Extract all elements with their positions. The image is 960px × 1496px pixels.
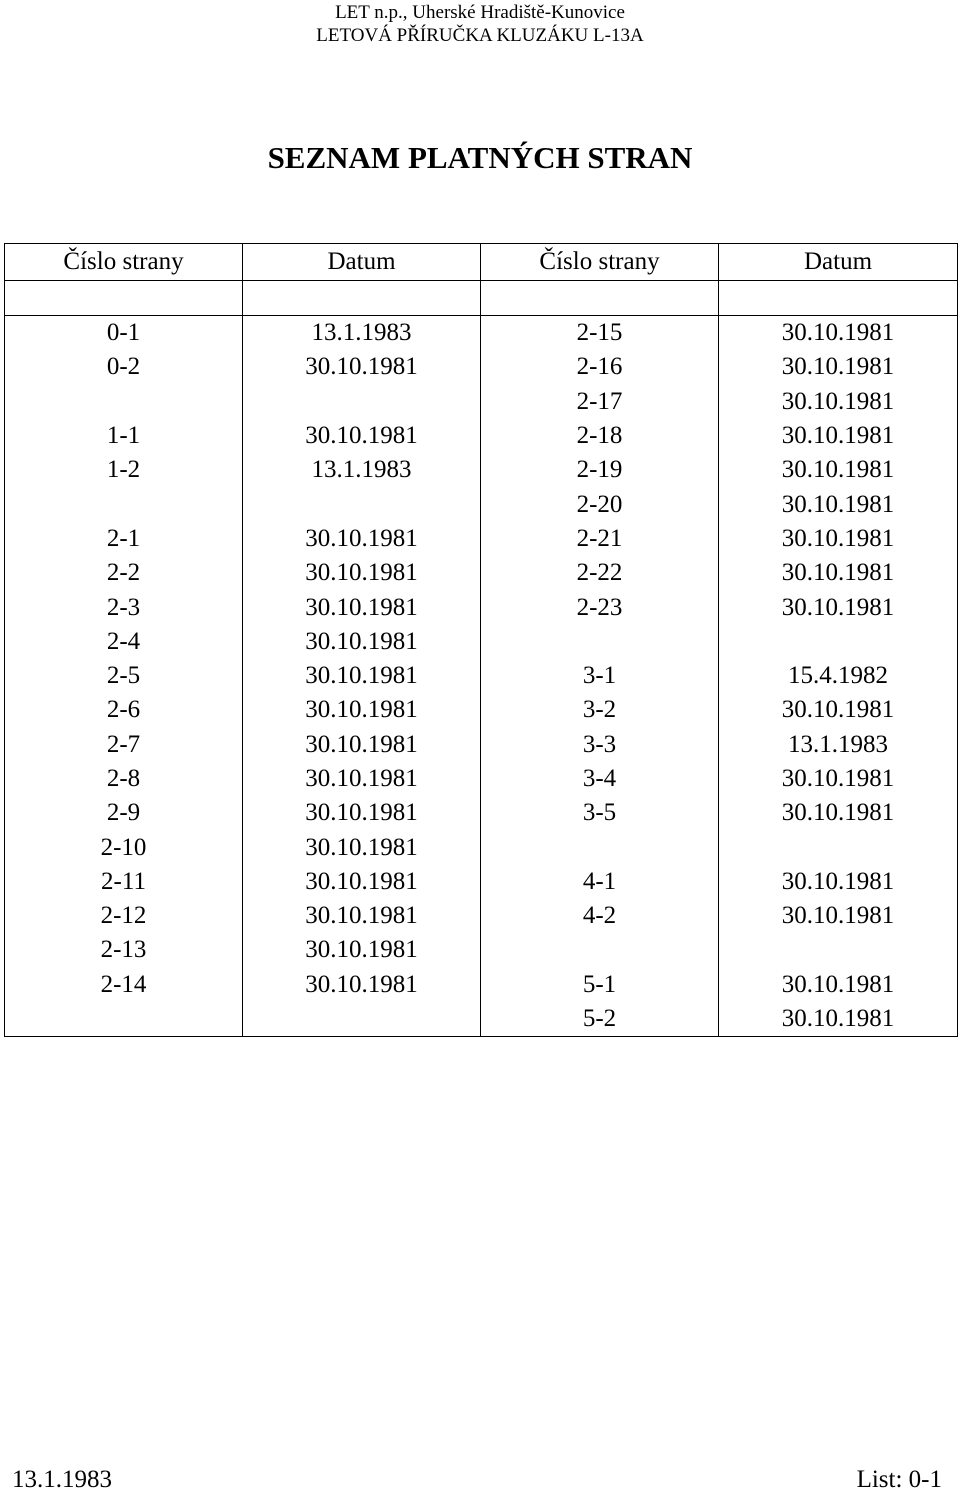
cell-page-number: 5-2 <box>481 1002 719 1037</box>
cell-date: 30.10.1981 <box>719 385 958 419</box>
table-body <box>5 316 958 1037</box>
table-row <box>5 625 958 659</box>
cell-date: 30.10.1981 <box>243 693 481 727</box>
cell-date: 30.10.1981 <box>243 796 481 830</box>
table-row <box>5 899 958 933</box>
cell-date: 30.10.1981 <box>243 762 481 796</box>
spacer-cell <box>481 281 719 316</box>
cell-page-number: 1-2 <box>5 453 243 487</box>
cell-date: 30.10.1981 <box>719 1002 958 1037</box>
cell-date: 30.10.1981 <box>719 693 958 727</box>
table-row <box>5 385 958 419</box>
cell-page-number: 2-13 <box>5 933 243 967</box>
cell-date: 30.10.1981 <box>719 453 958 487</box>
cell-page-number: 2-20 <box>481 487 719 521</box>
table-row <box>5 316 958 351</box>
cell-date: 13.1.1983 <box>243 316 481 351</box>
cell-page-number: 4-2 <box>481 899 719 933</box>
cell-date: 30.10.1981 <box>243 968 481 1002</box>
table-row <box>5 762 958 796</box>
cell-date: 30.10.1981 <box>243 522 481 556</box>
table-row <box>5 453 958 487</box>
cell-date <box>243 487 481 521</box>
cell-page-number <box>5 385 243 419</box>
cell-page-number <box>481 830 719 864</box>
table-row <box>5 865 958 899</box>
cell-date: 30.10.1981 <box>243 899 481 933</box>
cell-page-number: 2-2 <box>5 556 243 590</box>
cell-page-number: 2-4 <box>5 625 243 659</box>
cell-date <box>243 385 481 419</box>
cell-date: 30.10.1981 <box>719 865 958 899</box>
cell-date: 15.4.1982 <box>719 659 958 693</box>
cell-date: 30.10.1981 <box>243 933 481 967</box>
column-header-page-number: Číslo strany <box>5 244 243 281</box>
table-row <box>5 830 958 864</box>
cell-page-number: 3-4 <box>481 762 719 796</box>
table-row <box>5 796 958 830</box>
cell-date: 30.10.1981 <box>243 659 481 693</box>
cell-date: 30.10.1981 <box>719 316 958 351</box>
page-title: SEZNAM PLATNÝCH STRAN <box>267 140 693 175</box>
cell-page-number: 2-8 <box>5 762 243 796</box>
cell-page-number: 2-19 <box>481 453 719 487</box>
valid-pages-table <box>4 243 958 1037</box>
cell-page-number: 2-22 <box>481 556 719 590</box>
cell-date <box>719 933 958 967</box>
cell-date <box>719 830 958 864</box>
cell-date: 30.10.1981 <box>243 419 481 453</box>
table-row <box>5 487 958 521</box>
cell-date: 30.10.1981 <box>719 899 958 933</box>
table-row <box>5 693 958 727</box>
cell-page-number: 4-1 <box>481 865 719 899</box>
cell-page-number: 3-5 <box>481 796 719 830</box>
cell-page-number: 2-5 <box>5 659 243 693</box>
cell-page-number: 2-17 <box>481 385 719 419</box>
cell-date: 30.10.1981 <box>243 865 481 899</box>
cell-page-number: 2-7 <box>5 728 243 762</box>
header-company: LET n.p., Uherské Hradiště-Kunovice <box>335 2 625 23</box>
footer-date: 13.1.1983 <box>12 1466 112 1493</box>
cell-date: 30.10.1981 <box>719 556 958 590</box>
cell-page-number: 2-18 <box>481 419 719 453</box>
table-row <box>5 1002 958 1037</box>
cell-page-number: 2-10 <box>5 830 243 864</box>
spacer-cell <box>5 281 243 316</box>
cell-date: 30.10.1981 <box>719 522 958 556</box>
table-row <box>5 522 958 556</box>
cell-page-number <box>5 487 243 521</box>
table-row <box>5 968 958 1002</box>
cell-date: 30.10.1981 <box>243 350 481 384</box>
cell-page-number: 2-11 <box>5 865 243 899</box>
cell-page-number: 2-21 <box>481 522 719 556</box>
cell-date: 30.10.1981 <box>243 625 481 659</box>
cell-date: 30.10.1981 <box>243 830 481 864</box>
table-spacer-row <box>5 281 958 316</box>
table-row <box>5 933 958 967</box>
cell-page-number: 2-6 <box>5 693 243 727</box>
cell-page-number: 2-14 <box>5 968 243 1002</box>
column-header-date: Datum <box>243 244 481 281</box>
cell-date: 30.10.1981 <box>719 762 958 796</box>
cell-page-number: 1-1 <box>5 419 243 453</box>
cell-date: 13.1.1983 <box>243 453 481 487</box>
cell-date: 13.1.1983 <box>719 728 958 762</box>
cell-page-number: 2-15 <box>481 316 719 351</box>
cell-date: 30.10.1981 <box>719 487 958 521</box>
cell-page-number: 2-12 <box>5 899 243 933</box>
cell-date: 30.10.1981 <box>719 419 958 453</box>
cell-date: 30.10.1981 <box>719 968 958 1002</box>
cell-date: 30.10.1981 <box>719 350 958 384</box>
cell-date: 30.10.1981 <box>243 728 481 762</box>
cell-page-number: 2-9 <box>5 796 243 830</box>
cell-page-number: 2-16 <box>481 350 719 384</box>
table-row <box>5 728 958 762</box>
table-row <box>5 350 958 384</box>
cell-date: 30.10.1981 <box>719 796 958 830</box>
column-header-date: Datum <box>719 244 958 281</box>
cell-page-number: 3-3 <box>481 728 719 762</box>
cell-date: 30.10.1981 <box>243 590 481 624</box>
table-row <box>5 419 958 453</box>
table-row <box>5 659 958 693</box>
cell-page-number: 0-2 <box>5 350 243 384</box>
cell-date <box>719 625 958 659</box>
column-header-page-number: Číslo strany <box>481 244 719 281</box>
spacer-cell <box>243 281 481 316</box>
cell-date <box>243 1002 481 1037</box>
cell-page-number: 2-1 <box>5 522 243 556</box>
footer-list-number: List: 0-1 <box>856 1466 942 1493</box>
table-row <box>5 590 958 624</box>
table-header-row <box>5 244 958 281</box>
spacer-cell <box>719 281 958 316</box>
cell-page-number: 2-3 <box>5 590 243 624</box>
table-row <box>5 556 958 590</box>
cell-page-number: 5-1 <box>481 968 719 1002</box>
header-manual-title: LETOVÁ PŘÍRUČKA KLUZÁKU L-13A <box>316 25 644 46</box>
cell-page-number <box>481 933 719 967</box>
cell-date: 30.10.1981 <box>243 556 481 590</box>
cell-date: 30.10.1981 <box>719 590 958 624</box>
cell-page-number <box>481 625 719 659</box>
cell-page-number: 0-1 <box>5 316 243 351</box>
cell-page-number: 3-1 <box>481 659 719 693</box>
cell-page-number <box>5 1002 243 1037</box>
cell-page-number: 2-23 <box>481 590 719 624</box>
cell-page-number: 3-2 <box>481 693 719 727</box>
